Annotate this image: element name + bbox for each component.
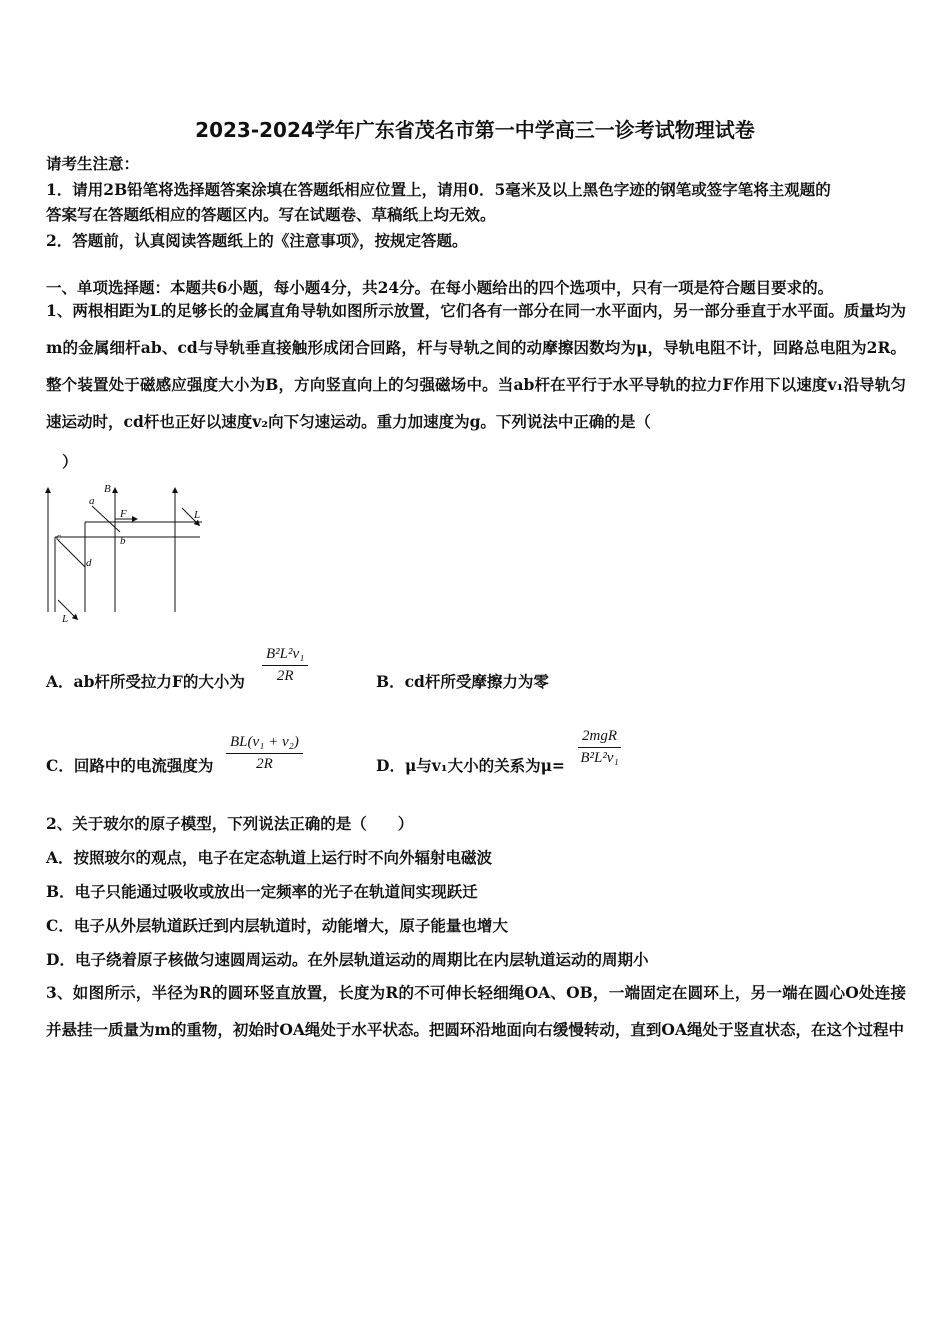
q1-stem-end: ）: [62, 452, 78, 471]
q1-stem: [46, 292, 906, 440]
fraction-numerator: 2mgR: [578, 728, 621, 748]
section-heading: 一、单项选择题：本题共6小题，每小题4分，共24分。在每小题给出的四个选项中，只有一项是符合题目要求的。: [46, 278, 834, 297]
q1-figure: [40, 482, 220, 627]
q1-option-c: C．回路中的电流强度为: [46, 756, 214, 775]
q3-stem: [46, 974, 906, 1048]
q1-option-d: D．μ与v₁大小的关系为μ=: [376, 756, 565, 775]
label-d: d: [86, 557, 92, 569]
label-b: b: [120, 535, 126, 547]
fraction-denominator: 2R: [276, 668, 294, 684]
notice-item-1b: 答案写在答题纸相应的答题区内。写在试题卷、草稿纸上均无效。: [46, 205, 496, 224]
q1-option-c-fraction: [226, 734, 303, 773]
fraction-numerator: BL(v₁ + v₂): [226, 734, 303, 754]
q1-option-b: B．cd杆所受摩擦力为零: [376, 672, 549, 691]
q2-option-b: B．电子只能通过吸收或放出一定频率的光子在轨道间实现跃迁: [46, 882, 478, 901]
q1-option-a-fraction: [262, 646, 308, 685]
label-c: c: [56, 531, 61, 543]
notice-item-1a: 1．请用2B铅笔将选择题答案涂填在答题纸相应位置上，请用0．5毫米及以上黑色字迹的钢笔或签字笔将主观题的: [46, 180, 831, 199]
q2-option-d: D．电子绕着原子核做匀速圆周运动。在外层轨道运动的周期比在内层轨道运动的周期小: [46, 950, 649, 969]
q1-option-d-fraction: [578, 728, 621, 767]
rod-cd: [58, 540, 85, 567]
q2-option-c: C．电子从外层轨道跃迁到内层轨道时，动能增大，原子能量也增大: [46, 916, 508, 935]
fraction-denominator: 2R: [256, 756, 273, 772]
q3-stem-text: 3、如图所示，半径为R的圆环竖直放置，长度为R的不可伸长轻细绳OA、OB，一端固定在圆环上，另一端在圆心O处连接并悬挂一质量为m的重物，初始时OA绳处于水平状态。把圆环沿地面向右缓慢转动，直到OA绳处于竖直状态，在这个过程中: [46, 983, 906, 1039]
q2-stem: 2、关于玻尔的原子模型，下列说法正确的是（ ）: [46, 814, 414, 833]
fraction-numerator: B²L²v₁: [262, 646, 308, 666]
fraction-denominator: B²L²v₁: [580, 750, 619, 766]
q2-option-a: A．按照玻尔的观点，电子在定态轨道上运行时不向外辐射电磁波: [46, 848, 493, 867]
notice-heading: 请考生注意：: [46, 154, 140, 173]
notice-item-2: 2．答题前，认真阅读答题纸上的《注意事项》，按规定答题。: [46, 231, 468, 250]
label-B: B: [104, 483, 111, 495]
q1-option-a: A．ab杆所受拉力F的大小为: [46, 672, 245, 691]
label-a: a: [89, 495, 95, 507]
page-title: 2023-2024学年广东省茂名市第一中学高三一诊考试物理试卷: [195, 118, 755, 142]
q1-stem-text: 1、两根相距为L的足够长的金属直角导轨如图所示放置，它们各有一部分在同一水平面内，另一部分垂直于水平面。质量均为m的金属细杆ab、cd与导轨垂直接触形成闭合回路，杆与导轨之间的动摩擦因数均为μ，导轨电阻不计，回路总电阻为2R。整个装置处于磁感应强度大小为B，方向竖直向上的匀强磁场中。当ab杆在平行于水平导轨的拉力F作用下以速度v₁沿导轨匀速运动时，cd杆也正好以速度v₂向下匀速运动。重力加速度为g。下列说法中正确的是（: [46, 301, 906, 431]
label-L1: L: [194, 509, 201, 521]
label-F: F: [120, 508, 127, 520]
label-L2: L: [62, 613, 69, 625]
